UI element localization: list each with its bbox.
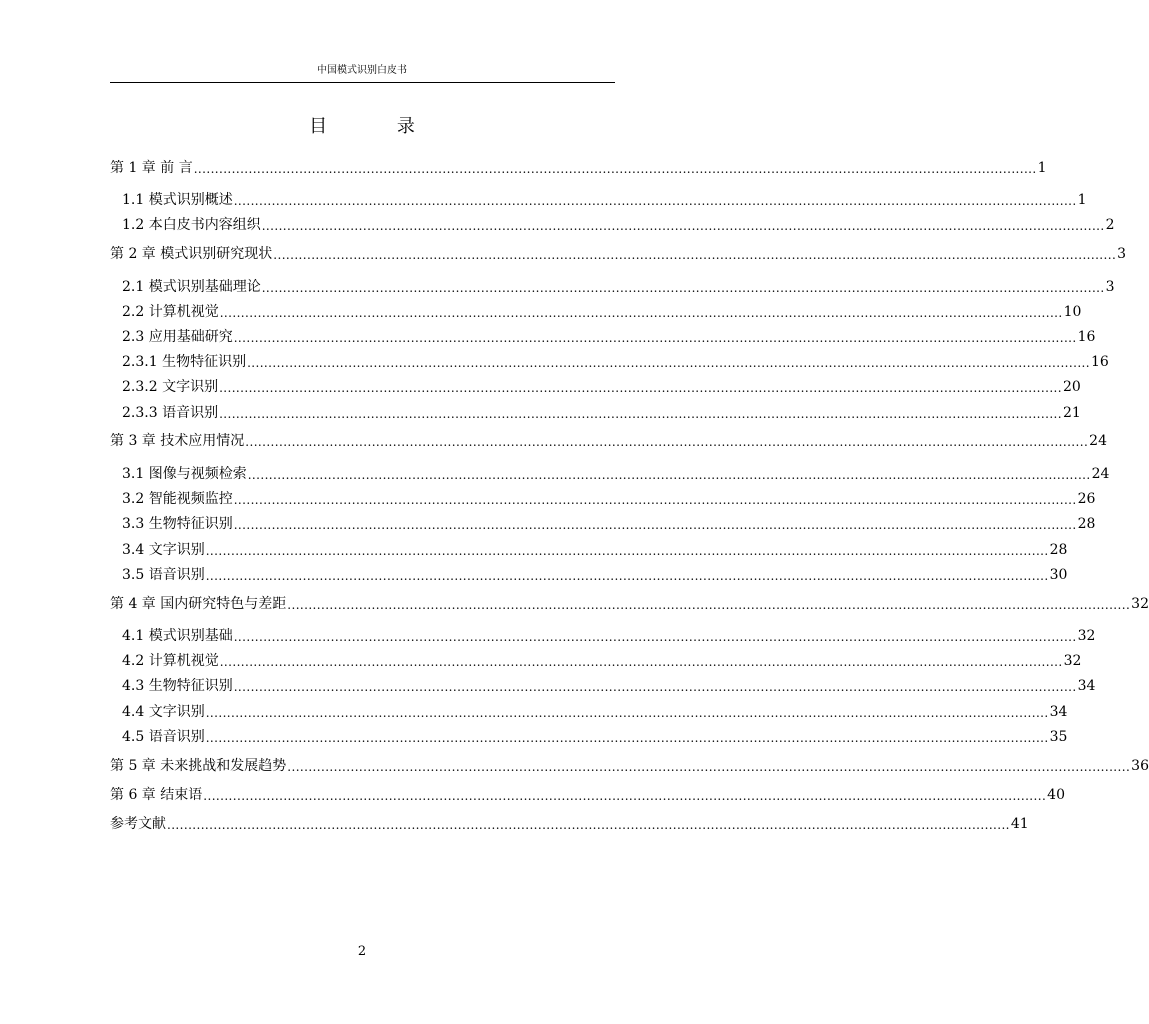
toc-entry-label: 2.3.2 文字识别 — [122, 379, 219, 395]
page-number: 2 — [357, 944, 367, 959]
toc-entry-page: 20 — [1062, 379, 1081, 395]
toc-entry-page: 28 — [1077, 516, 1096, 532]
toc-entry-label: 2.3.3 语音识别 — [122, 405, 219, 421]
toc-section-entry[interactable] — [122, 489, 1096, 509]
toc-section-entry[interactable] — [122, 190, 1087, 210]
toc-entry-label: 2.3 应用基础研究 — [122, 329, 233, 345]
toc-entry-label: 2.2 计算机视觉 — [122, 304, 219, 320]
toc-entry-page: 36 — [1131, 758, 1149, 774]
toc-entry-label: 第 3 章 技术应用情况 — [110, 433, 245, 449]
toc-section-entry[interactable] — [122, 464, 1110, 484]
toc-dot-leader: ........................................................................................................................................................................................................ — [203, 789, 1047, 803]
toc-entry-label: 1.1 模式识别概述 — [122, 192, 233, 208]
toc-dot-leader: ........................................................................................................................................................................................................ — [247, 356, 1090, 370]
toc-entry-page: 35 — [1049, 729, 1068, 745]
toc-dot-leader: ........................................................................................................................................................................................................ — [219, 306, 1063, 320]
toc-chapter-entry[interactable] — [110, 431, 1107, 451]
toc-dot-leader: ........................................................................................................................................................................................................ — [233, 630, 1077, 644]
toc-entry-page: 16 — [1090, 354, 1109, 370]
toc-entry-label: 2.1 模式识别基础理论 — [122, 279, 261, 295]
toc-section-entry[interactable] — [122, 377, 1081, 397]
toc-chapter-entry[interactable] — [110, 158, 1047, 178]
toc-dot-leader: ........................................................................................................................................................................................................ — [219, 381, 1062, 395]
toc-entry-page: 28 — [1049, 542, 1068, 558]
toc-entry-page: 30 — [1049, 567, 1068, 583]
toc-section-entry[interactable] — [122, 565, 1068, 585]
toc-dot-leader: ........................................................................................................................................................................................................ — [287, 760, 1131, 774]
toc-section-entry[interactable] — [122, 727, 1068, 747]
toc-entry-label: 3.5 语音识别 — [122, 567, 205, 583]
toc-section-entry[interactable] — [122, 327, 1096, 347]
toc-chapter-entry[interactable] — [110, 594, 1149, 614]
toc-dot-leader: ........................................................................................................................................................................................................ — [233, 194, 1077, 208]
toc-title: 目 录 — [309, 116, 447, 137]
toc-entry-label: 4.5 语音识别 — [122, 729, 205, 745]
toc-dot-leader: ........................................................................................................................................................................................................ — [205, 706, 1049, 720]
toc-entry-label: 4.4 文字识别 — [122, 704, 205, 720]
toc-entry-page: 10 — [1063, 304, 1082, 320]
toc-entry-page: 21 — [1062, 405, 1081, 421]
toc-section-entry[interactable] — [122, 626, 1096, 646]
toc-entry-label: 参考文献 — [110, 816, 166, 832]
toc-entry-page: 24 — [1089, 433, 1107, 449]
toc-entry-label: 3.4 文字识别 — [122, 542, 205, 558]
toc-entry-label: 1.2 本白皮书内容组织 — [122, 217, 261, 233]
toc-dot-leader: ........................................................................................................................................................................................................ — [245, 435, 1089, 449]
toc-dot-leader: ........................................................................................................................................................................................................ — [167, 818, 1010, 832]
toc-entry-label: 3.3 生物特征识别 — [122, 516, 233, 532]
toc-entry-page: 16 — [1077, 329, 1096, 345]
toc-entry-label: 4.1 模式识别基础 — [122, 628, 233, 644]
toc-section-entry[interactable] — [122, 676, 1096, 696]
toc-dot-leader: ........................................................................................................................................................................................................ — [233, 493, 1077, 507]
toc-entry-label: 第 4 章 国内研究特色与差距 — [110, 596, 287, 612]
toc-entry-label: 第 5 章 未来挑战和发展趋势 — [110, 758, 287, 774]
toc-dot-leader: ........................................................................................................................................................................................................ — [205, 544, 1049, 558]
toc-dot-leader: ........................................................................................................................................................................................................ — [261, 219, 1105, 233]
toc-entry-label: 第 6 章 结束语 — [110, 787, 203, 803]
toc-section-entry[interactable] — [122, 651, 1082, 671]
toc-section-entry[interactable] — [122, 277, 1115, 297]
toc-entry-page: 32 — [1131, 596, 1149, 612]
toc-section-entry[interactable] — [122, 514, 1096, 534]
toc-dot-leader: ........................................................................................................................................................................................................ — [233, 331, 1077, 345]
toc-entry-page: 1 — [1077, 192, 1087, 208]
toc-entry-page: 24 — [1091, 466, 1110, 482]
toc-entry-page: 26 — [1077, 491, 1096, 507]
toc-chapter-entry[interactable] — [110, 756, 1149, 776]
toc-dot-leader: ........................................................................................................................................................................................................ — [247, 468, 1091, 482]
toc-entry-label: 第 1 章 前 言 — [110, 160, 193, 176]
toc-dot-leader: ........................................................................................................................................................................................................ — [287, 598, 1131, 612]
toc-entry-page: 3 — [1105, 279, 1115, 295]
toc-chapter-entry[interactable] — [110, 785, 1065, 805]
toc-entry-label: 3.1 图像与视频检索 — [122, 466, 247, 482]
toc-dot-leader: ........................................................................................................................................................................................................ — [219, 407, 1062, 421]
toc-section-entry[interactable] — [122, 540, 1068, 560]
toc-dot-leader: ........................................................................................................................................................................................................ — [233, 680, 1077, 694]
toc-entry-label: 2.3.1 生物特征识别 — [122, 354, 247, 370]
toc-entry-page: 41 — [1010, 816, 1029, 832]
toc-section-entry[interactable] — [122, 215, 1115, 235]
toc-dot-leader: ........................................................................................................................................................................................................ — [205, 731, 1049, 745]
toc-section-entry[interactable] — [122, 702, 1068, 722]
toc-dot-leader: ........................................................................................................................................................................................................ — [233, 518, 1077, 532]
toc-entry-page: 3 — [1117, 246, 1127, 262]
toc-dot-leader: ........................................................................................................................................................................................................ — [273, 248, 1117, 262]
toc-entry-page: 32 — [1063, 653, 1082, 669]
toc-section-entry[interactable] — [122, 302, 1082, 322]
toc-chapter-entry[interactable] — [110, 244, 1127, 264]
toc-dot-leader: ........................................................................................................................................................................................................ — [219, 655, 1063, 669]
toc-entry-page: 2 — [1105, 217, 1115, 233]
toc-dot-leader: ........................................................................................................................................................................................................ — [261, 281, 1105, 295]
toc-dot-leader: ........................................................................................................................................................................................................ — [205, 569, 1049, 583]
toc-section-entry[interactable] — [122, 403, 1081, 423]
toc-entry-label: 3.2 智能视频监控 — [122, 491, 233, 507]
toc-entry-label: 4.3 生物特征识别 — [122, 678, 233, 694]
running-header: 中国模式识别白皮书 — [317, 65, 407, 76]
toc-dot-leader: ........................................................................................................................................................................................................ — [193, 162, 1037, 176]
toc-entry-page: 32 — [1077, 628, 1096, 644]
toc-section-entry[interactable] — [122, 352, 1109, 372]
toc-entry-label: 第 2 章 模式识别研究现状 — [110, 246, 273, 262]
toc-entry-page: 34 — [1049, 704, 1068, 720]
toc-entry-page: 1 — [1037, 160, 1047, 176]
toc-entry-page: 34 — [1077, 678, 1096, 694]
toc-entry-label: 4.2 计算机视觉 — [122, 653, 219, 669]
toc-chapter-entry[interactable] — [110, 814, 1029, 834]
toc-entry-page: 40 — [1047, 787, 1065, 803]
